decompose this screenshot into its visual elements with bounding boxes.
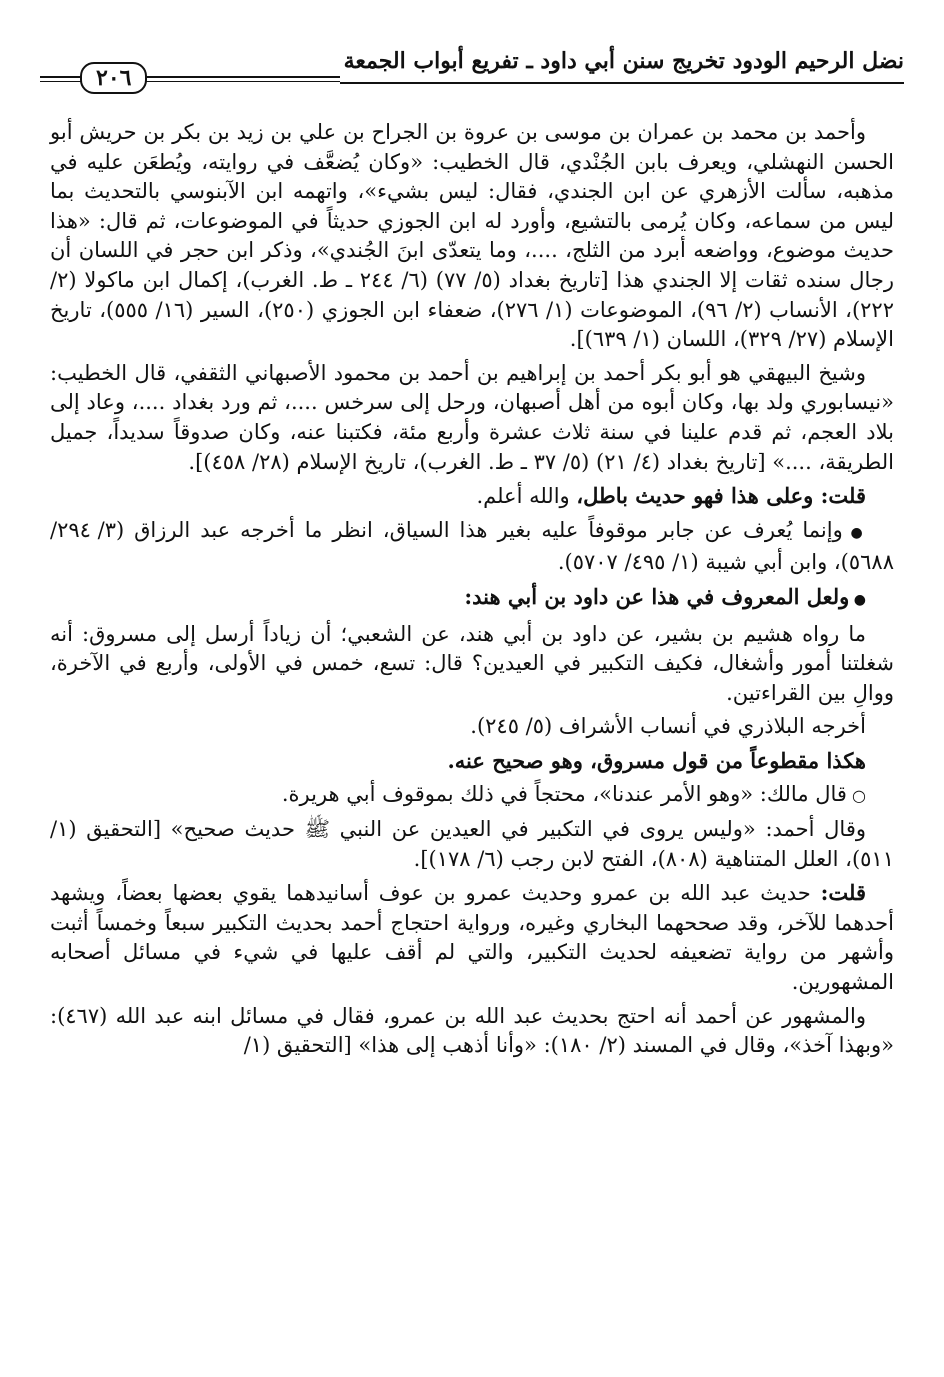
qult-lead: قلت: bbox=[820, 880, 866, 906]
paragraph-text: وإنما يُعرف عن جابر موقوفاً عليه بغير هذا السياق، انظر ما أخرجه عبد الرزاق (٣/ ٢٩٤/ ٥٦٨٨)، وابن أبي شيبة (١/ ٤٩٥/ ٥٧٠٧). bbox=[50, 517, 894, 575]
paragraph-text: والله أعلم. bbox=[476, 484, 577, 509]
paragraph-text: أخرجه البلاذري في أنساب الأشراف (٥/ ٢٤٥). bbox=[470, 714, 866, 739]
page-number-ornament bbox=[40, 62, 340, 92]
paragraph-text: والمشهور عن أحمد أنه احتج بحديث عبد الله بن عمرو، فقال في مسائل ابنه عبد الله (٤٦٧): «وبهذا آخذ»، وقال في المسند (٢/ ١٨٠): «وأنا أذهب إلى هذا» [التحقيق (١/ bbox=[50, 1003, 894, 1058]
paragraph bbox=[50, 359, 894, 477]
paragraph bbox=[50, 878, 894, 997]
qult-lead: قلت: وعلى هذا فهو حديث باطل، bbox=[576, 483, 866, 509]
paragraph-text: قال مالك: «وهو الأمر عندنا»، محتجاً في ذلك بموقوف أبي هريرة. bbox=[281, 782, 847, 807]
paragraph-text: هكذا مقطوعاً من قول مسروق، وهو صحيح عنه. bbox=[447, 747, 866, 773]
paragraph-text: وأحمد بن محمد بن عمران بن موسى بن عروة بن الجراح بن علي بن زيد بن بكر بن حريش أبو الحسن النهشلي، ويعرف بابن الجُنْدي، قال الخطيب: «وكان يُضعَّف في روايته، ويُطعَن عليه في مذهبه، سألت الأزهري عن ابن الجندي، فقال: ليس بشيء»، واتهمه ابن الآبنوسي بالتحديث بما ليس من سماعه، وكان يُرمى بالتشيع، وأورد له ابن الجوزي حديثاً في الموضوعات، ثم قال: «هذا حديث موضوع، وواضعه أبرد من الثلج، ....، وما يتعدّى ابنَ الجُندي»، وذكر ابن حجر في اللسان أن رجال سنده ثقات إلا الجندي هذا [تاريخ بغداد (٥/ ٧٧) (٦/ ٢٤٤ ـ ط. الغرب)، إكمال ابن ماكولا (٢/ ٢٢٢)، الأنساب (٢/ ٩٦)، الموضوعات (١/ ٢٧٦)، ضعفاء ابن الجوزي (٢٥٠)، السير (١٦/ ٥٥٥)، تاريخ الإسلام (٢٧/ ٣٢٩)، اللسان (١/ ٦٣٩)]. bbox=[50, 120, 894, 352]
running-title: نضل الرحيم الودود تخريج سنن أبي داود ـ تفريع أبواب الجمعة bbox=[343, 48, 904, 74]
paragraph bbox=[50, 582, 894, 616]
paragraph-text: حديث عبد الله بن عمرو وحديث عمرو بن عوف أسانيدهما يقوي بعضها بعضاً، ويشهد أحدهما للآخر، وقد صححهما البخاري وغيره، ورواية احتجاج أحمد بحديث التكبير سبعاً وخمساً أثبت وأشهر من رواية تضعيفه لحديث التكبير، والتي لم أقف عليها في شيء في مسائل أصحابه المشهورين. bbox=[50, 881, 894, 995]
paragraph bbox=[50, 481, 894, 512]
paragraph bbox=[50, 746, 894, 777]
header-rule bbox=[340, 82, 904, 84]
page-body bbox=[50, 118, 894, 1337]
page-header bbox=[40, 48, 904, 92]
paragraph-text: وقال أحمد: «وليس يروى في التكبير في العيدين عن النبي ﷺ حديث صحيح» [التحقيق (١/ ٥١١)، العلل المتناهية (٨٠٨)، الفتح لابن رجب (٦/ ١٧٨)]. bbox=[50, 817, 894, 871]
paragraph bbox=[50, 780, 894, 811]
paragraph bbox=[50, 1002, 894, 1061]
paragraph bbox=[50, 815, 894, 874]
paragraph bbox=[50, 118, 894, 355]
paragraph-text: ما رواه هشيم بن بشير، عن داود بن أبي هند، عن الشعبي؛ أن زياداً أرسل إلى مسروق: أنه شغلتنا أمور وأشغال، فكيف التكبير في العيدين؟ قال: تسع، خمس في الأولى، وأربع في الآخرة، ووالِ بين القراءتين. bbox=[50, 621, 894, 705]
paragraph-text: وشيخ البيهقي هو أبو بكر أحمد بن إبراهيم بن أحمد بن محمود الأصبهاني الثقفي، قال الخطيب: «نيسابوري ولد بها، وكان أبوه من أهل أصبهان، ورحل إلى سرخس ....، ثم ورد بغداد ....، وعاد إلى بلاد العجم، ثم قدم علينا في سنة ثلاث عشرة وأربع مئة، فكتبنا عنه، وكان صدوقاً سديداً، جميل الطريقة، ....» [تاريخ بغداد (٤/ ٢١) (٥/ ٣٧ ـ ط. الغرب)، تاريخ الإسلام (٢٨/ ٤٥٨)]. bbox=[50, 360, 894, 474]
paragraph bbox=[50, 620, 894, 709]
paragraph bbox=[50, 712, 894, 742]
paragraph-text: ولعل المعروف في هذا عن داود بن أبي هند: bbox=[464, 583, 850, 609]
paragraph bbox=[50, 516, 894, 578]
page-number: ٢٠٦ bbox=[80, 62, 147, 94]
